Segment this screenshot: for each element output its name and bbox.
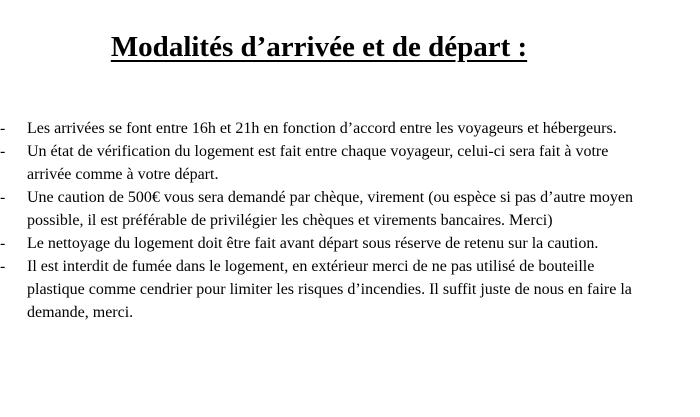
page-title: Modalités d’arrivée et de départ : (110, 31, 528, 63)
rules-list (0, 117, 700, 324)
list-item (0, 255, 652, 324)
list-item-text: Il est interdit de fumée dans le logement, en extérieur merci de ne pas utilisé de bouteille plastique comme cendrier pour limiter les risques d’incendies. Il suffit juste de nous en faire la demande, merci. (27, 258, 632, 321)
list-item (0, 186, 652, 232)
bullet-dash: - (0, 143, 6, 160)
list-item-text: Les arrivées se font entre 16h et 21h en fonction d’accord entre les voyageurs et hébergeurs. (27, 120, 617, 137)
list-item (0, 232, 652, 255)
bullet-dash: - (0, 189, 6, 206)
list-item-text: Une caution de 500€ vous sera demandé par chèque, virement (ou espèce si pas d’autre moyen possible, il est préférable de privilégier les chèques et virements bancaires. Merci) (27, 189, 633, 229)
list-item (0, 117, 652, 140)
list-item (0, 140, 652, 186)
bullet-dash: - (0, 235, 6, 252)
list-item-text: Le nettoyage du logement doit être fait avant départ sous réserve de retenu sur la caution. (27, 235, 599, 252)
bullet-dash: - (0, 258, 6, 275)
bullet-dash: - (0, 120, 6, 137)
list-item-text: Un état de vérification du logement est fait entre chaque voyageur, celui-ci sera fait à votre arrivée comme à votre départ. (27, 143, 609, 183)
